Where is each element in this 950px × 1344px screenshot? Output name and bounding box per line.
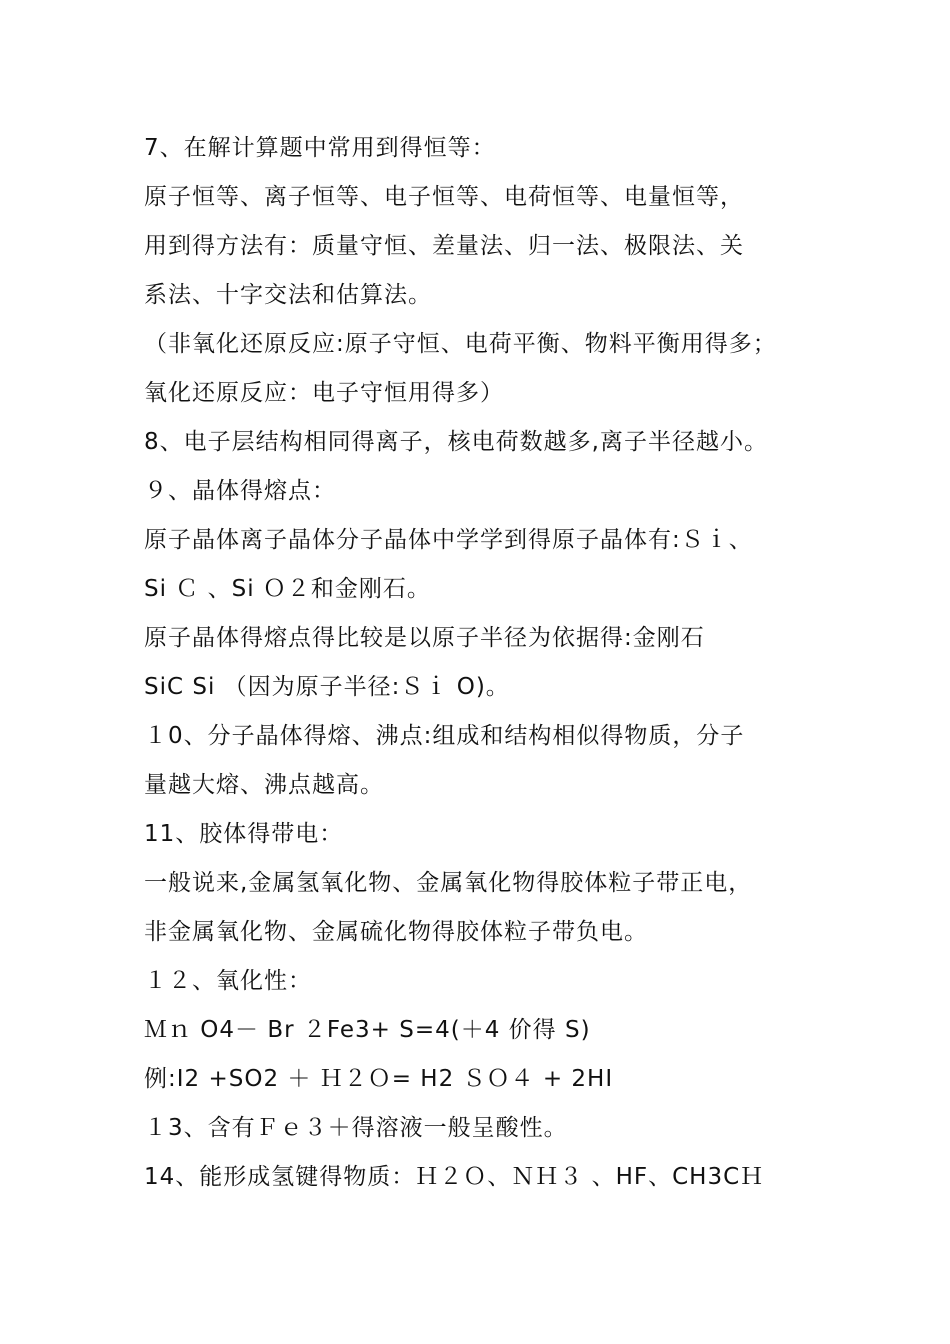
- text-body: [144, 132, 844, 1210]
- text-line: 原子恒等、离子恒等、电子恒等、电荷恒等、电量恒等，: [144, 184, 744, 210]
- text-line: １3、含有Ｆｅ３＋得溶液一般呈酸性。: [144, 1115, 568, 1141]
- text-line: 一般说来,金属氢氧化物、金属氧化物得胶体粒子带正电，: [144, 870, 753, 896]
- text-line: （非氧化还原反应:原子守恒、电荷平衡、物料平衡用得多；: [144, 331, 777, 357]
- text-line: 系法、十字交法和估算法。: [144, 282, 432, 308]
- text-line: 用到得方法有：质量守恒、差量法、归一法、极限法、关: [144, 233, 744, 259]
- text-line: 例:I2 +SO2 ＋ Ｈ２Ｏ= H2 ＳＯ４ + 2HI: [144, 1066, 614, 1092]
- text-line: 14、能形成氢键得物质：Ｈ２Ｏ、ＮＨ３ 、HF、CH3CＨ: [144, 1164, 765, 1190]
- text-line: １２、氧化性：: [144, 968, 312, 994]
- text-line: 7、在解计算题中常用到得恒等：: [144, 135, 496, 161]
- text-line: １0、分子晶体得熔、沸点:组成和结构相似得物质，分子: [144, 723, 745, 749]
- text-line: 11、胶体得带电：: [144, 821, 344, 847]
- text-line: 氧化还原反应：电子守恒用得多）: [144, 380, 504, 406]
- text-line: 8、电子层结构相同得离子，核电荷数越多,离子半径越小。: [144, 429, 768, 455]
- text-line: Ｍｎ O4－ Br ２Fe3+ S=4(＋4 价得 S): [144, 1017, 591, 1043]
- text-line: SiC Si （因为原子半径:Ｓｉ O)。: [144, 674, 510, 700]
- text-line: ９、晶体得熔点：: [144, 478, 336, 504]
- text-line: Si Ｃ 、Si Ｏ２和金刚石。: [144, 576, 431, 602]
- text-line: 量越大熔、沸点越高。: [144, 772, 384, 798]
- text-line: 原子晶体离子晶体分子晶体中学学到得原子晶体有:Ｓｉ、: [144, 527, 753, 553]
- text-line: 非金属氧化物、金属硫化物得胶体粒子带负电。: [144, 919, 648, 945]
- text-line: 原子晶体得熔点得比较是以原子半径为依据得:金刚石: [144, 625, 705, 651]
